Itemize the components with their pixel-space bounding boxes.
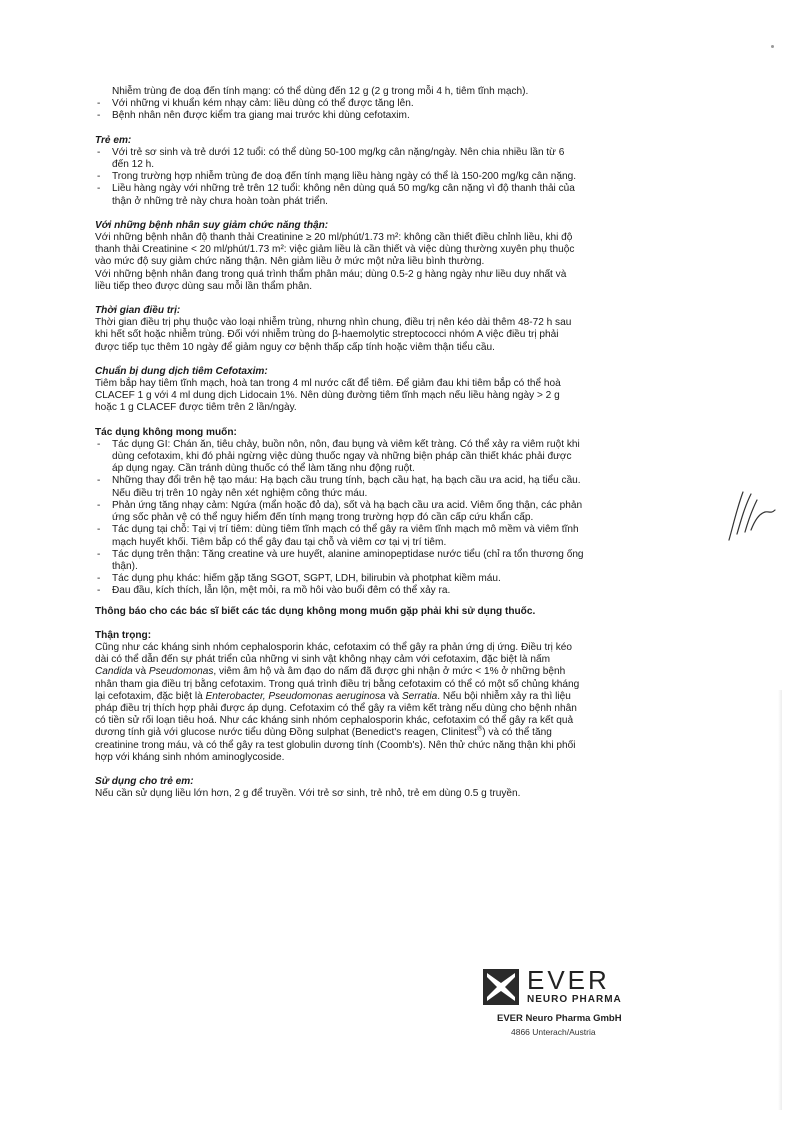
child-use-line: Nếu cần sử dụng liều lớn hơn, 2 g để truyền. Với trẻ sơ sinh, trẻ nhỏ, trẻ em dùng 0.5 g truyền.	[95, 788, 521, 800]
list-item: - Với những vi khuẩn kém nhạy cảm: liều dùng có thể được tăng lên.	[95, 98, 707, 110]
section-title-renal: Với những bệnh nhân suy giảm chức năng thận:	[95, 219, 329, 231]
children-list	[95, 147, 707, 208]
renal-line: thanh thải Creatinine < 20 ml/phút/1.73 m²: việc giảm liều là cần thiết và việc dùng thường xuyên phụ thuộc	[95, 244, 575, 256]
list-item: - Đau đầu, kích thích, lẫn lộn, mệt mỏi, ra mồ hôi vào buổi đêm có thể xảy ra.	[95, 585, 707, 597]
precautions-line: Candida và Pseudomonas, viêm âm hộ và âm đạo do nấm đã được ghi nhận ở mức < 1% ở những bệnh	[95, 666, 566, 678]
precautions-line: lại cefotaxim, đặc biệt là Enterobacter, Pseudomonas aeruginosa và Serratia. Nếu bội nhiễm xảy ra thì liệu	[95, 690, 571, 702]
precautions-line: có tiền sử rối loạn tiêu hoá. Như các kháng sinh nhóm cephalosporin khác, cefotaxim có thể gây ra kết quả	[95, 715, 574, 727]
section-title-side-effects: Tác dụng không mong muốn:	[95, 426, 237, 438]
document-body	[95, 86, 707, 800]
duration-line: được tiếp tục thêm 10 ngày để giảm nguy cơ bệnh thấp cấp tính hoặc viêm thận tiểu cầu.	[95, 341, 495, 353]
section-title-preparation: Chuẩn bị dung dịch tiêm Cefotaxim:	[95, 365, 268, 377]
scan-speck	[771, 45, 774, 48]
duration-line: Thời gian điều trị phụ thuộc vào loại nhiễm trùng, nhưng nhìn chung, điều trị nên kéo dài thêm 48-72 h sau	[95, 317, 572, 329]
section-title-child-use: Sử dụng cho trẻ em:	[95, 775, 194, 787]
precautions-line: nhân tham gia điều trị bằng cefotaxim. Trong quá trình điều trị bằng cefotaxim có thể có một số chủng kháng	[95, 678, 580, 690]
intro-line: Nhiễm trùng đe doạ đến tính mạng: có thể dùng đến 12 g (2 g trong mỗi 4 h, tiêm tĩnh mạch).	[112, 86, 529, 97]
list-item: - Trong trường hợp nhiễm trùng đe doạ đến tính mạng liều hàng ngày có thể là 150-200 mg/kg cân nặng.	[95, 171, 707, 183]
renal-line: liều tiếp theo được dùng sau mỗi lần thẩm phân.	[95, 280, 313, 292]
precautions-line: hợp với kháng sinh nhóm aminoglycoside.	[95, 751, 285, 763]
company-address: 4866 Unterach/Austria	[511, 1027, 596, 1037]
list-item: - Tác dụng trên thận: Tăng creatine và ure huyết, alanine aminopeptidase nước tiểu (chỉ ra tổn thương ống thận).	[95, 549, 707, 573]
signature-mark	[725, 486, 777, 542]
list-item: - Tác dụng GI: Chán ăn, tiêu chảy, buồn nôn, nôn, đau bụng và viêm kết tràng. Có thể xảy ra viêm ruột khi dùng cefotaxim, khi đó phải ngừng việc dùng thuốc ngay và những biện pháp cần thiết khác phải được áp dụng ngay. Cần tránh dùng thuốc có thể làm tăng nhu động ruột.	[95, 439, 707, 476]
duration-line: khi hết sốt hoặc nhiễm trùng. Đối với nhiễm trùng do β-haemolytic streptococci nhóm A việc điều trị phải	[95, 329, 559, 341]
section-title-precautions: Thận trọng:	[95, 629, 152, 641]
brand-name: EVER	[527, 965, 610, 995]
manufacturer-logo	[483, 965, 683, 1045]
section-title-children: Trẻ em:	[95, 134, 132, 146]
section-title-duration: Thời gian điều trị:	[95, 305, 181, 317]
renal-line: vào mức độ suy giảm chức năng thận. Nên giảm liều ở mức một nửa liều bình thường.	[95, 256, 485, 268]
precautions-line: pháp điều trị thích hợp phải được áp dụng. Cefotaxim có thể gây ra viêm kết tràng nếu dùng cho bệnh nhân	[95, 702, 577, 714]
list-item: - Tác dụng phụ khác: hiếm gặp tăng SGOT, SGPT, LDH, bilirubin và photphat kiềm máu.	[95, 573, 707, 585]
list-item: - Liều hàng ngày với những trẻ trên 12 tuổi: không nên dùng quá 50 mg/kg cân nặng vì độ thanh thải của thận ở những trẻ này chưa hoàn toàn phát triển.	[95, 183, 707, 207]
list-item: - Với trẻ sơ sinh và trẻ dưới 12 tuổi: có thể dùng 50-100 mg/kg cân nặng/ngày. Nên chia nhiều lần từ 6 đến 12 h.	[95, 147, 707, 171]
side-effects-list	[95, 439, 707, 598]
preparation-line: CLACEF 1 g với 4 ml dung dịch Lidocain 1%. Nên dùng đường tiêm tĩnh mạch nếu liều hàng ngày > 2 g	[95, 390, 560, 402]
preparation-line: hoặc 1 g CLACEF được tiêm trên 2 lần/ngày.	[95, 402, 297, 414]
list-item: - Bệnh nhân nên được kiểm tra giang mai trước khi dùng cefotaxim.	[95, 110, 707, 122]
preparation-line: Tiêm bắp hay tiêm tĩnh mạch, hoà tan trong 4 ml nước cất để tiêm. Để giảm đau khi tiêm bắp có thể hoà	[95, 378, 561, 390]
company-name: EVER Neuro Pharma GmbH	[497, 1013, 622, 1024]
renal-line: Với những bệnh nhân độ thanh thải Creatinine ≥ 20 ml/phút/1.73 m²: không cần thiết điều chỉnh liều, khi độ	[95, 232, 573, 244]
brand-subtitle: NEURO PHARMA	[527, 994, 622, 1005]
intro-list	[95, 98, 707, 122]
list-item: - Phản ứng tăng nhạy cảm: Ngứa (mẩn hoặc đỏ da), sốt và hạ bạch cầu ưa acid. Viêm ống thận, các phản ứng sốc phản vệ có thể nguy hiểm đến tính mạng trong trường hợp đó cần cấp cứu khẩn cấp.	[95, 500, 707, 524]
precautions-line: Cũng như các kháng sinh nhóm cephalosporin khác, cefotaxim có thể gây ra phản ứng dị ứng. Điều trị kéo	[95, 641, 573, 653]
list-item: - Tác dụng tại chỗ: Tại vị trí tiêm: dùng tiêm tĩnh mạch có thể gây ra viêm tĩnh mạch mô mềm và viêm tĩnh mạch huyết khối. Tiêm bắp có thể gây đau tại chỗ và viêm cơ tại vị trí tiêm.	[95, 524, 707, 548]
scan-edge-shadow	[778, 690, 782, 1110]
renal-line: Với những bệnh nhân đang trong quá trình thẩm phân máu; dùng 0.5-2 g hàng ngày như liều duy nhất và	[95, 268, 567, 280]
precautions-line: creatinine trong máu, và có thể gây ra test globulin dương tính (Coomb's). Nên thử chức năng thận khi phối	[95, 739, 576, 751]
precautions-line: dương tính giả với glucose nước tiểu dùng Đồng sulphat (Benedict's reagen, Clinitest®) và có thể tăng	[95, 725, 552, 739]
list-item: - Những thay đổi trên hệ tạo máu: Hạ bạch cầu trung tính, bạch cầu hạt, hạ bạch cầu ưa acid, hạ tiểu cầu. Nếu điều trị trên 10 ngày nên xét nghiệm công thức máu.	[95, 475, 707, 499]
ever-logo-icon	[483, 969, 519, 1005]
precautions-line: dài có thể dẫn đến sự phát triển của những vi sinh vật không nhạy cảm với cefotaxim, đặc biệt là nấm	[95, 654, 550, 666]
side-effects-notice: Thông báo cho các bác sĩ biết các tác dụng không mong muốn gặp phải khi sử dụng thuốc.	[95, 605, 536, 617]
